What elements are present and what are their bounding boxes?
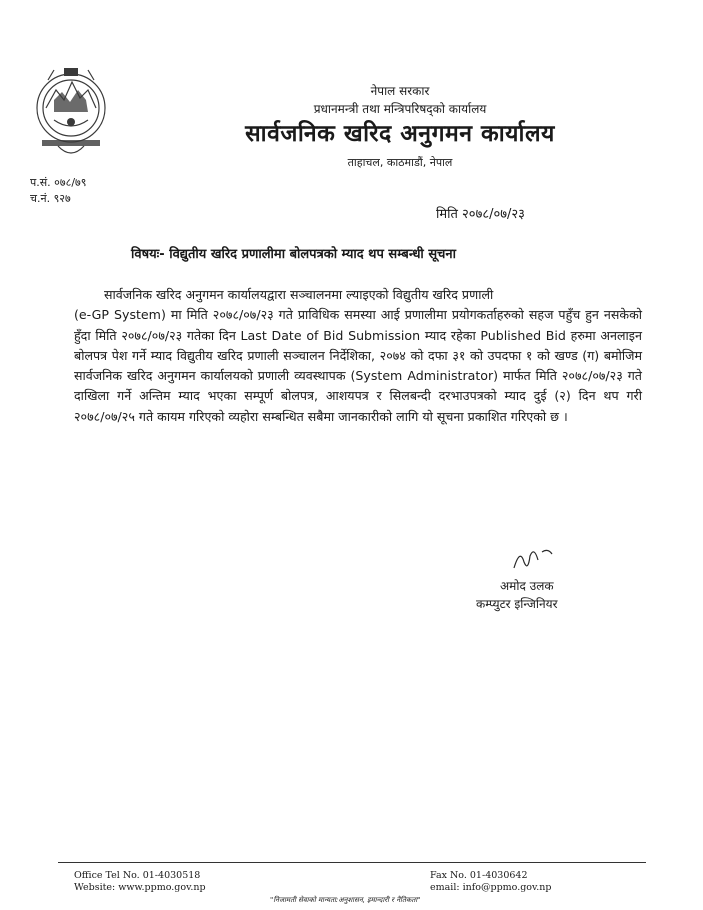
office-address: ताहाचल, काठमाडौं, नेपाल bbox=[347, 156, 453, 169]
letter-subject: विषयः- विद्युतीय खरिद प्रणालीमा बोलपत्रको म्याद थप सम्बन्धी सूचना bbox=[131, 247, 456, 262]
signatory-designation: कम्प्युटर इन्जिनियर bbox=[476, 597, 558, 611]
reference-chalani-number: च.नं. ९२७ bbox=[30, 192, 71, 205]
nepal-emblem-icon bbox=[28, 60, 114, 170]
body-line: of Bid Submission म्याद रहेका Published Bid हरुमा अनलाइन बोलपत्र पेश गर्ने म्याद bbox=[74, 327, 642, 363]
reference-patra-sankhya: प.सं. ०७८/७९ bbox=[30, 176, 87, 189]
footer-fax: Fax No. 01-4030642 bbox=[430, 870, 528, 881]
ministry-heading: प्रधानमन्त्री तथा मन्त्रिपरिषद्को कार्यालय bbox=[313, 102, 487, 116]
signature-icon bbox=[508, 538, 560, 576]
body-line: प्रयोगकर्ताहरुको सहज पहुँच हुन नसकेको हुँदा मिति २०७८/०७/२३ गतेका दिन Last Date bbox=[74, 307, 642, 343]
body-line: सार्वजनिक खरिद अनुगमन कार्यालयद्वारा सञ्चालनमा ल्याइएको विद्युतीय खरिद प्रणाली bbox=[104, 287, 494, 302]
body-line: बमोजिम सार्वजनिक खरिद अनुगमन कार्यालयको प्रणाली व्यवस्थापक (System bbox=[74, 347, 642, 384]
footer-contact-right bbox=[430, 870, 552, 894]
body-line: Administrator) मार्फत मिति २०७८/०७/२३ गते दाखिला गर्ने अन्तिम म्याद भएका सम्पूर्ण bbox=[74, 368, 642, 404]
footer-contact-left bbox=[74, 870, 206, 894]
body-line: (e-GP System) मा मिति २०७८/०७/२३ गते प्राविधिक समस्या आई प्रणालीमा bbox=[74, 307, 447, 323]
body-line: कायम गरिएको व्यहोरा सम्बन्धित सबैमा जानकारीको लागि यो सूचना प्रकाशित गरिएको छ । bbox=[157, 408, 568, 424]
government-heading: नेपाल सरकार bbox=[370, 84, 430, 98]
office-title: सार्वजनिक खरिद अनुगमन कार्यालय bbox=[245, 121, 555, 147]
footer-motto: "निजामती सेवाको मान्यता:अनुशासन, इमान्दारी र नैतिकता" bbox=[270, 896, 421, 904]
footer-office-tel: Office Tel No. 01-4030518 bbox=[74, 870, 201, 881]
letter-body bbox=[74, 285, 642, 427]
letter-date: मिति २०७८/०७/२३ bbox=[436, 207, 525, 222]
footer-website: Website: www.ppmo.gov.np bbox=[74, 882, 206, 893]
body-line: विद्युतीय खरिद प्रणाली सञ्चालन निर्देशिका, २०७४ को दफा ३१ को उपदफा १ को खण्ड (ग) bbox=[176, 347, 600, 363]
body-line: बोलपत्र, आशयपत्र र सिलबन्दी दरभाउपत्रको म्याद दुई (२) दिन थप गरी २०७८/०७/२५ गते bbox=[74, 388, 642, 424]
signatory-name: अमोद उलक bbox=[500, 579, 554, 593]
footer-email: email: info@ppmo.gov.np bbox=[430, 882, 552, 893]
footer-divider bbox=[58, 862, 646, 863]
